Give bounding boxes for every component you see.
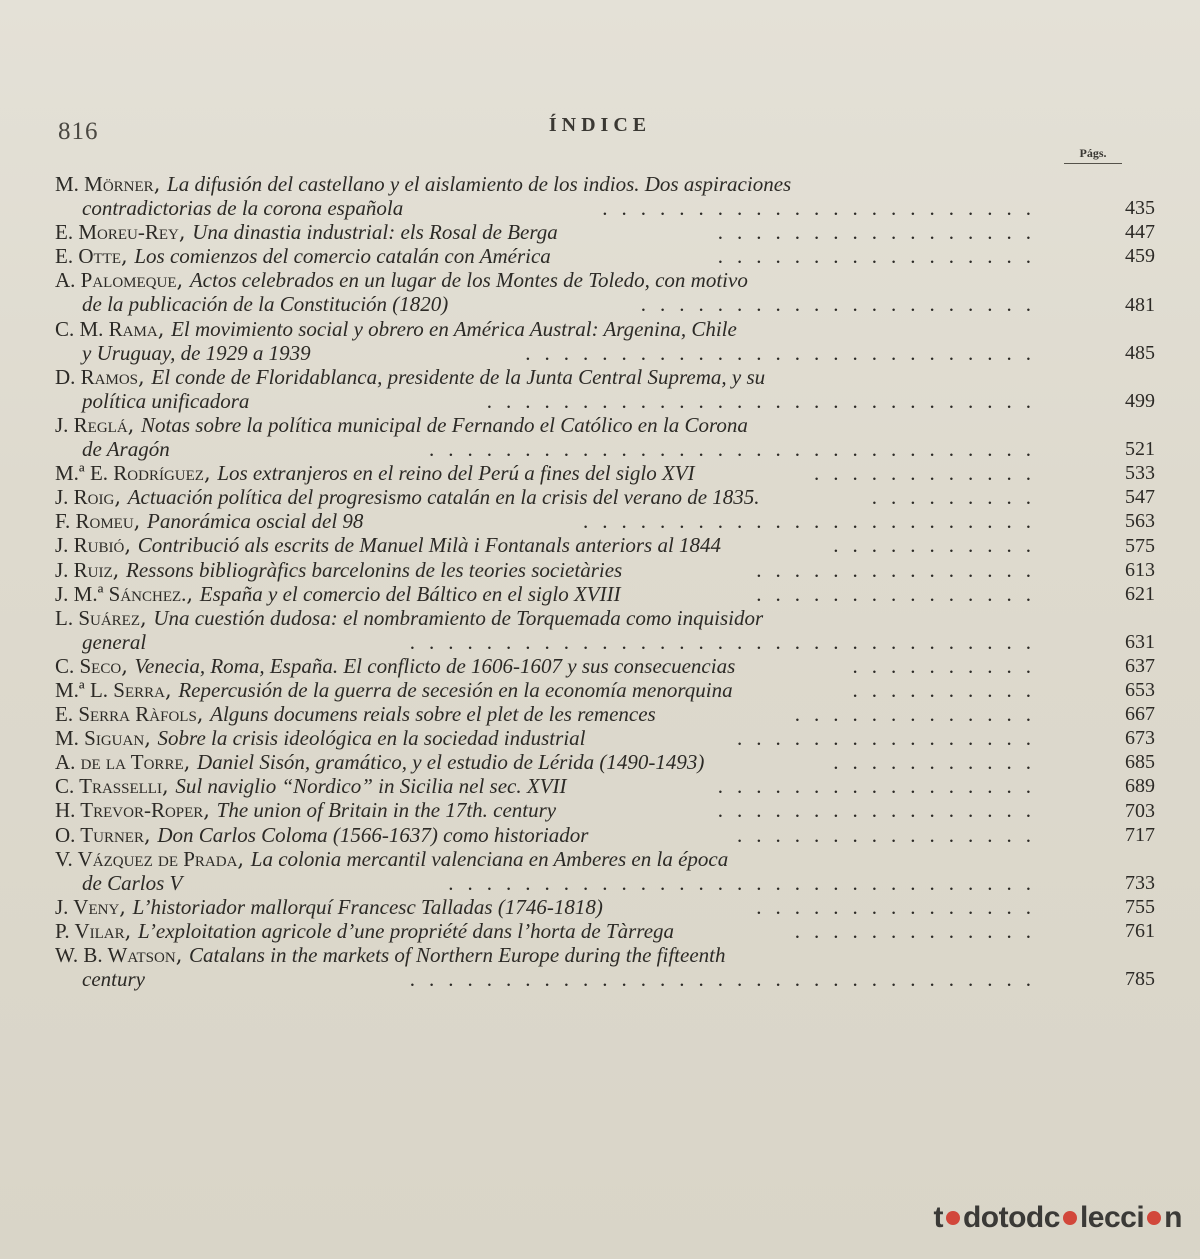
entry-title: Una dinastia industrial: els Rosal de Berga: [192, 220, 558, 245]
entry-title: Ressons bibliogràfics barcelonins de les teories societàries: [126, 557, 623, 582]
toc-entry-line: M. Siguan, Sobre la crisis ideológica en la sociedad industrial ................: [55, 726, 1045, 751]
toc-entry-line: [55, 389, 1045, 413]
entry-title: La difusión del castellano y el aislamiento de los indios. Dos aspiraciones: [167, 172, 792, 196]
entry-title: Repercusión de la guerra de secesión en la economía menorquina: [178, 677, 733, 702]
entry-author: M. Siguan: [55, 726, 145, 751]
toc-entry: [55, 172, 1155, 220]
toc-entry-line: [55, 967, 1045, 991]
toc-entry-line: H. Trevor-Roper, The union of Britain in the 17th. century .................: [55, 798, 1045, 823]
entry-title: L’historiador mallorquí Francesc Talladas (1746-1818): [132, 894, 603, 919]
leader-dots: ................: [737, 726, 1045, 751]
toc-entry-line: [55, 292, 1045, 316]
entry-author: M.ª L. Serra: [55, 677, 165, 702]
toc-entry: [55, 558, 1155, 582]
entry-author: J. Veny: [55, 894, 120, 919]
entry-author: O. Turner: [55, 822, 144, 847]
toc-entry-line: [55, 437, 1045, 461]
toc-entry: [55, 847, 1155, 895]
entry-author: E. Serra Ràfols: [55, 702, 197, 727]
leader-dots: .....................: [640, 292, 1045, 317]
toc-entry-line: V. Vázquez de Prada, La colonia mercantil valenciana en Amberes en la época: [55, 846, 729, 871]
entry-page-number: 785: [1125, 968, 1155, 991]
leader-dots: .............: [794, 918, 1045, 943]
entry-title: Actos celebrados en un lugar de los Montes de Toledo, con motivo: [189, 268, 748, 293]
toc-entry-line: L. Suárez, Una cuestión dudosa: el nombramiento de Torquemada como inquisidor: [55, 605, 764, 630]
entry-page-number: 575: [1125, 534, 1155, 557]
entry-page-number: 631: [1125, 630, 1155, 653]
toc-entry-line: E. Serra Ràfols, Alguns documens reials sobre el plet de les remences .............: [55, 702, 1045, 727]
entry-page-number: 613: [1125, 558, 1155, 581]
toc-entry-line: D. Ramos, El conde de Floridablanca, presidente de la Junta Central Suprema, y su: [55, 364, 766, 389]
watermark-dot-icon: [946, 1211, 960, 1225]
toc-entry: [55, 606, 1155, 654]
leader-dots: ............: [814, 461, 1045, 486]
leader-dots: ...............: [756, 894, 1045, 919]
entry-title: España y el comercio del Báltico en el siglo XVIII: [199, 581, 621, 606]
entry-page-number: 689: [1125, 775, 1155, 798]
entry-title: contradictorias de la corona española: [82, 196, 404, 221]
toc-entry: [55, 509, 1155, 533]
watermark-dot-icon: [1063, 1211, 1077, 1225]
leader-dots: .................................: [409, 629, 1045, 654]
entry-author: J. Rubió: [55, 533, 125, 558]
entry-title: La colonia mercantil valenciana en Amberes en la época: [250, 846, 729, 871]
leader-dots: ...............................: [448, 870, 1045, 895]
entry-title: Sobre la crisis ideológica en la sociedad industrial: [157, 726, 586, 751]
entry-author: C. M. Rama: [55, 316, 158, 341]
toc-entry-line: F. Romeu, Panorámica oscial del 98 ........................: [55, 509, 1045, 534]
leader-dots: ..........: [852, 653, 1045, 678]
entry-title: Daniel Sisón, gramático, y el estudio de Lérida (1490-1493): [196, 750, 705, 775]
entry-author: F. Romeu: [55, 509, 134, 534]
leader-dots: .................: [717, 220, 1045, 245]
watermark-logo: t dotodc lecci n: [933, 1201, 1182, 1234]
toc-entry-line: A. de la Torre, Daniel Sisón, gramático, y el estudio de Lérida (1490-1493) ...........: [55, 750, 1045, 775]
toc-entry-line: J. Veny, L’historiador mallorquí Francesc Talladas (1746-1818) ...............: [55, 894, 1045, 919]
toc-entry: [55, 702, 1155, 726]
entry-title: Una cuestión dudosa: el nombramiento de Torquemada como inquisidor: [153, 605, 764, 630]
entry-page-number: 547: [1125, 486, 1155, 509]
toc-entry: [55, 919, 1155, 943]
entry-title: de la publicación de la Constitución (1820): [82, 292, 449, 317]
toc-entry: [55, 485, 1155, 509]
toc-entry-line: J. Reglá, Notas sobre la política municipal de Fernando el Católico en la Corona: [55, 412, 748, 437]
entry-page-number: 703: [1125, 799, 1155, 822]
entry-page-number: 717: [1125, 823, 1155, 846]
entry-title: Catalans in the markets of Northern Europe during the fifteenth: [189, 943, 726, 967]
toc-entry-line: C. Seco, Venecia, Roma, España. El conflicto de 1606-1607 y sus consecuencias ..........: [55, 653, 1045, 678]
entry-title: Los extranjeros en el reino del Perú a fines del siglo XVI: [217, 461, 695, 486]
toc-entry: [55, 268, 1155, 316]
toc-entry-line: M.ª E. Rodríguez, Los extranjeros en el reino del Perú a fines del siglo XVI ............: [55, 461, 1045, 486]
toc-entry: [55, 798, 1155, 822]
leader-dots: ...............: [756, 581, 1045, 606]
entry-author: J. Reglá: [55, 412, 128, 437]
toc-entry-line: C. M. Rama, El movimiento social y obrero en América Austral: Argenina, Chile: [55, 316, 737, 341]
toc-entry: [55, 533, 1155, 557]
toc-entry: [55, 726, 1155, 750]
toc-entry: [55, 943, 1155, 991]
toc-entry-line: E. Moreu-Rey, Una dinastia industrial: els Rosal de Berga .................: [55, 220, 1045, 245]
entry-author: A. de la Torre: [55, 750, 184, 775]
page-number: 816: [58, 118, 99, 145]
entry-author: V. Vázquez de Prada: [55, 846, 238, 871]
entry-page-number: 485: [1125, 341, 1155, 364]
entry-page-number: 499: [1125, 389, 1155, 412]
entry-title: política unificadora: [82, 388, 250, 413]
leader-dots: ...........: [833, 533, 1045, 558]
watermark-dot-icon: [1147, 1211, 1161, 1225]
toc-entry-line: C. Trasselli, Sul naviglio “Nordico” in Sicilia nel sec. XVII .................: [55, 774, 1045, 799]
toc-entry: [55, 678, 1155, 702]
toc-entry-line: [55, 196, 1045, 220]
toc-entry: [55, 317, 1155, 365]
entry-page-number: 755: [1125, 895, 1155, 918]
leader-dots: .............................: [486, 388, 1045, 413]
toc-entry-line: J. Roig, Actuación política del progresismo catalán en la crisis del verano de 1835. .........: [55, 485, 1045, 510]
running-head: ÍNDICE: [548, 114, 652, 136]
entry-title: Venecia, Roma, España. El conflicto de 1606-1607 y sus consecuencias: [134, 653, 736, 678]
toc-entry: [55, 220, 1155, 244]
entry-author: J. Ruiz: [55, 557, 113, 582]
toc-entry-line: M. Mörner, La difusión del castellano y el aislamiento de los indios. Dos aspiraciones: [55, 172, 792, 196]
toc-entry: [55, 823, 1155, 847]
toc-entry: [55, 895, 1155, 919]
leader-dots: ................................: [429, 437, 1045, 462]
toc-entry: [55, 413, 1155, 461]
toc-entry-line: J. M.ª Sánchez., España y el comercio del Báltico en el siglo XVIII ...............: [55, 581, 1045, 606]
entry-page-number: 481: [1125, 293, 1155, 316]
entry-page-number: 667: [1125, 703, 1155, 726]
leader-dots: ........................: [583, 509, 1045, 534]
toc-entry-line: J. Ruiz, Ressons bibliogràfics barcelonins de les teories societàries ...............: [55, 557, 1045, 582]
entry-title: Alguns documens reials sobre el plet de les remences: [210, 702, 656, 727]
leader-dots: .............: [794, 702, 1045, 727]
toc-entry-line: O. Turner, Don Carlos Coloma (1566-1637) como historiador ................: [55, 822, 1045, 847]
toc-entry-line: [55, 630, 1045, 654]
toc-entry-line: W. B. Watson, Catalans in the markets of Northern Europe during the fifteenth: [55, 943, 726, 967]
toc-entry: [55, 654, 1155, 678]
entry-title: de Carlos V: [82, 870, 183, 895]
leader-dots: .................................: [409, 967, 1045, 992]
entry-page-number: 447: [1125, 221, 1155, 244]
entry-author: W. B. Watson: [55, 943, 176, 967]
entry-author: C. Seco: [55, 653, 122, 678]
entry-author: M.ª E. Rodríguez: [55, 461, 204, 486]
toc-entry-line: E. Otte, Los comienzos del comercio catalán con América .................: [55, 244, 1045, 269]
entry-page-number: 621: [1125, 582, 1155, 605]
entry-page-number: 637: [1125, 654, 1155, 677]
toc-entry: [55, 750, 1155, 774]
leader-dots: .................: [717, 244, 1045, 269]
entry-title: century: [82, 967, 145, 992]
entry-author: D. Ramos: [55, 364, 139, 389]
leader-dots: .........: [871, 485, 1045, 510]
entry-title: de Aragón: [82, 437, 170, 462]
toc-entry-line: [55, 341, 1045, 365]
entry-author: P. Vilar: [55, 918, 125, 943]
toc-entry-line: J. Rubió, Contribució als escrits de Manuel Milà i Fontanals anteriors al 1844 ...........: [55, 533, 1045, 558]
leader-dots: ...........................: [525, 340, 1045, 365]
entry-title: Don Carlos Coloma (1566-1637) como historiador: [157, 822, 589, 847]
toc-entry-line: P. Vilar, L’exploitation agricole d’une propriété dans l’horta de Tàrrega .............: [55, 918, 1045, 943]
toc-entry-line: A. Palomeque, Actos celebrados en un lugar de los Montes de Toledo, con motivo: [55, 268, 748, 293]
toc-entry-line: [55, 871, 1045, 895]
toc-entry: [55, 461, 1155, 485]
entry-author: E. Moreu-Rey: [55, 220, 179, 245]
leader-dots: .................: [717, 774, 1045, 799]
toc-entry: [55, 582, 1155, 606]
entry-title: general: [82, 629, 147, 654]
entry-author: M. Mörner: [55, 172, 154, 196]
toc-entry: [55, 365, 1155, 413]
toc-entry: [55, 244, 1155, 268]
entry-author: J. M.ª Sánchez.: [55, 581, 187, 606]
entry-title: L’exploitation agricole d’une propriété dans l’horta de Tàrrega: [138, 918, 675, 943]
entry-page-number: 733: [1125, 871, 1155, 894]
entry-author: A. Palomeque: [55, 268, 177, 293]
entry-page-number: 673: [1125, 727, 1155, 750]
entry-page-number: 761: [1125, 920, 1155, 942]
entry-title: Contribució als escrits de Manuel Milà i Fontanals anteriors al 1844: [137, 533, 722, 558]
leader-dots: ...............: [756, 557, 1045, 582]
entry-title: El movimiento social y obrero en América Austral: Argenina, Chile: [171, 316, 737, 341]
entry-page-number: 563: [1125, 510, 1155, 533]
entry-title: Actuación política del progresismo catalán en la crisis del verano de 1835.: [127, 485, 760, 510]
pages-column-head: Págs.: [1064, 146, 1122, 164]
entry-page-number: 685: [1125, 751, 1155, 774]
entry-page-number: 533: [1125, 462, 1155, 485]
entry-title: Sul naviglio “Nordico” in Sicilia nel sec. XVII: [175, 774, 567, 799]
leader-dots: .................: [717, 798, 1045, 823]
leader-dots: ...........: [833, 750, 1045, 775]
entry-author: H. Trevor-Roper: [55, 798, 204, 823]
table-of-contents: [55, 172, 1155, 991]
entry-title: Panorámica oscial del 98: [147, 509, 364, 534]
leader-dots: .......................: [602, 196, 1045, 221]
entry-title: y Uruguay, de 1929 a 1939: [82, 340, 311, 365]
leader-dots: ..........: [852, 677, 1045, 702]
entry-author: E. Otte: [55, 244, 121, 269]
entry-title: Los comienzos del comercio catalán con América: [134, 244, 551, 269]
entry-author: J. Roig: [55, 485, 115, 510]
toc-entry: [55, 774, 1155, 798]
entry-title: El conde de Floridablanca, presidente de la Junta Central Suprema, y su: [151, 364, 766, 389]
entry-page-number: 653: [1125, 679, 1155, 702]
entry-title: The union of Britain in the 17th. century: [216, 798, 557, 823]
entry-author: L. Suárez: [55, 605, 141, 630]
entry-title: Notas sobre la política municipal de Fernando el Católico en la Corona: [141, 412, 748, 437]
toc-entry-line: M.ª L. Serra, Repercusión de la guerra de secesión en la economía menorquina ..........: [55, 677, 1045, 702]
entry-author: C. Trasselli: [55, 774, 162, 799]
leader-dots: ................: [737, 822, 1045, 847]
entry-page-number: 459: [1125, 245, 1155, 268]
entry-page-number: 521: [1125, 438, 1155, 461]
entry-page-number: 435: [1125, 197, 1155, 220]
